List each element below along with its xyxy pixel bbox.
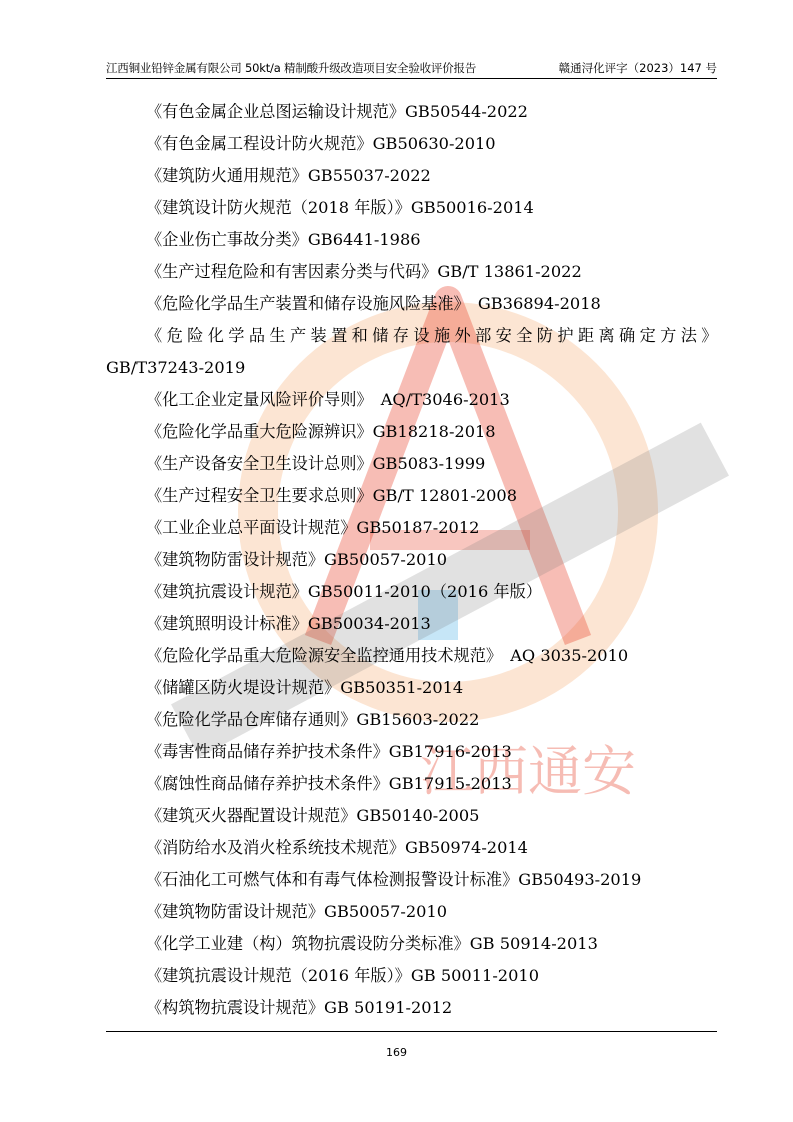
list-item: 《生产设备安全卫生设计总则》GB5083-1999 — [146, 454, 486, 473]
list-item: 《工业企业总平面设计规范》GB50187-2012 — [146, 518, 480, 537]
standards-list — [106, 96, 718, 1024]
list-item: 《化工企业定量风险评价导则》 AQ/T3046-2013 — [146, 390, 510, 409]
page-header — [106, 58, 717, 79]
watermark-text: 江西通安 — [420, 740, 636, 803]
header-report-number: 赣通浔化评字（2023）147 号 — [558, 61, 717, 75]
list-item: 《危险化学品生产装置和储存设施外部安全防护距离确定方法》 — [146, 326, 718, 345]
list-item: 《储罐区防火堤设计规范》GB50351-2014 — [146, 678, 464, 697]
list-item: 《建筑防火通用规范》GB55037-2022 — [146, 166, 431, 185]
list-item: 《危险化学品重大危险源安全监控通用技术规范》 AQ 3035-2010 — [146, 646, 629, 665]
list-item: 《建筑照明设计标准》GB50034-2013 — [146, 614, 431, 633]
list-item: 《有色金属企业总图运输设计规范》GB50544-2022 — [146, 102, 528, 121]
list-item: 《危险化学品生产装置和储存设施风险基准》 GB36894-2018 — [146, 294, 601, 313]
list-item: 《腐蚀性商品储存养护技术条件》GB17915-2013 — [146, 774, 512, 793]
footer-divider — [106, 1031, 717, 1032]
list-item-continuation: GB/T37243-2019 — [106, 358, 246, 377]
list-item: 《有色金属工程设计防火规范》GB50630-2010 — [146, 134, 496, 153]
header-report-title: 江西铜业铅锌金属有限公司 50kt/a 精制酸升级改造项目安全验收评价报告 — [106, 61, 477, 75]
list-item: 《生产过程安全卫生要求总则》GB/T 12801-2008 — [146, 486, 518, 505]
list-item: 《建筑灭火器配置设计规范》GB50140-2005 — [146, 806, 480, 825]
list-item: 《毒害性商品储存养护技术条件》GB17916-2013 — [146, 742, 512, 761]
list-item: 《化学工业建（构）筑物抗震设防分类标准》GB 50914-2013 — [146, 934, 598, 953]
list-item: 《企业伤亡事故分类》GB6441-1986 — [146, 230, 421, 249]
list-item: 《石油化工可燃气体和有毒气体检测报警设计标准》GB50493-2019 — [146, 870, 642, 889]
list-item: 《建筑抗震设计规范（2016 年版）》GB 50011-2010 — [146, 966, 539, 985]
list-item: 《危险化学品重大危险源辨识》GB18218-2018 — [146, 422, 496, 441]
list-item: 《建筑物防雷设计规范》GB50057-2010 — [146, 902, 448, 921]
list-item: 《生产过程危险和有害因素分类与代码》GB/T 13861-2022 — [146, 262, 582, 281]
list-item: 《构筑物抗震设计规范》GB 50191-2012 — [146, 998, 453, 1017]
page-number: 169 — [386, 1046, 407, 1059]
list-item: 《消防给水及消火栓系统技术规范》GB50974-2014 — [146, 838, 528, 857]
list-item: 《建筑物防雷设计规范》GB50057-2010 — [146, 550, 448, 569]
list-item: 《危险化学品仓库储存通则》GB15603-2022 — [146, 710, 480, 729]
list-item: 《建筑抗震设计规范》GB50011-2010（2016 年版） — [146, 582, 542, 601]
list-item: 《建筑设计防火规范（2018 年版）》GB50016-2014 — [146, 198, 534, 217]
